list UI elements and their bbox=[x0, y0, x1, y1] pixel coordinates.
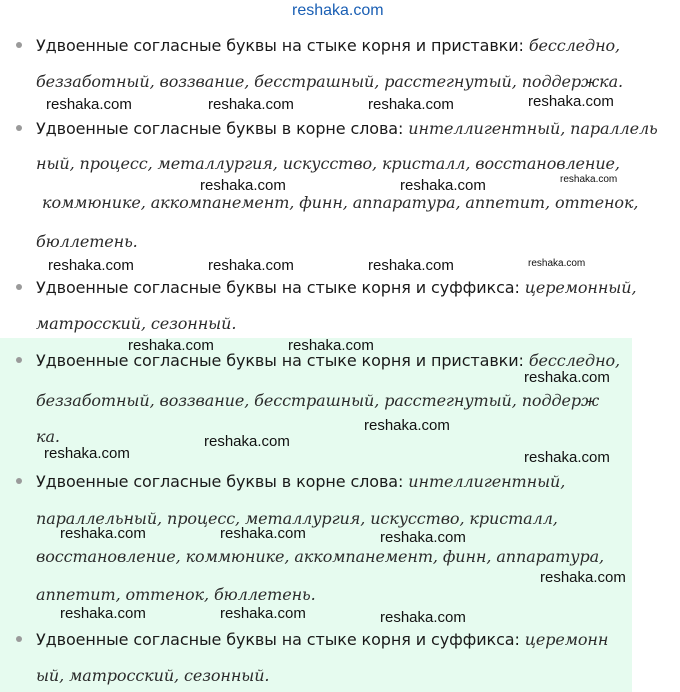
watermark: reshaka.com bbox=[400, 177, 486, 194]
text-line: аппетит, оттенок, бюллетень. bbox=[36, 585, 316, 604]
bullet-6 bbox=[16, 636, 22, 642]
text-line: Удвоенные согласные буквы в корне слова: интеллигентный, bbox=[36, 472, 566, 491]
bullet-3 bbox=[16, 284, 22, 290]
watermark: reshaka.com bbox=[204, 433, 290, 450]
watermark: reshaka.com bbox=[364, 417, 450, 434]
text-line: параллельный, процесс, металлургия, искусство, кристалл, bbox=[36, 509, 558, 528]
text-line: восстановление, коммюнике, аккомпанемент, финн, аппаратура, bbox=[36, 547, 605, 566]
watermark: reshaka.com bbox=[380, 609, 466, 626]
watermark: reshaka.com bbox=[208, 96, 294, 113]
text-line: Удвоенные согласные буквы на стыке корня и суффикса: церемонн bbox=[36, 630, 609, 649]
text-line: Удвоенные согласные буквы на стыке корня и приставки: бесследно, bbox=[36, 36, 621, 55]
text-line: ный, процесс, металлургия, искусство, кристалл, восстановление, bbox=[36, 154, 620, 173]
watermark: reshaka.com bbox=[46, 96, 132, 113]
watermark: reshaka.com bbox=[524, 449, 610, 466]
watermark: reshaka.com bbox=[44, 445, 130, 462]
watermark: reshaka.com bbox=[528, 258, 586, 269]
text-line: Удвоенные согласные буквы на стыке корня и приставки: бесследно, bbox=[36, 351, 621, 370]
text-line: Удвоенные согласные буквы в корне слова: интеллигентный, параллель bbox=[36, 119, 658, 138]
watermark: reshaka.com bbox=[560, 174, 618, 185]
bullet-4 bbox=[16, 357, 22, 363]
text-line: ка. bbox=[36, 427, 60, 446]
watermark: reshaka.com bbox=[524, 369, 610, 386]
bullet-2 bbox=[16, 125, 22, 131]
text-line: коммюнике, аккомпанемент, финн, аппаратура, аппетит, оттенок, bbox=[42, 193, 639, 212]
bullet-5 bbox=[16, 478, 22, 484]
text-line: ый, матросский, сезонный. bbox=[36, 666, 270, 685]
text-line: бюллетень. bbox=[36, 232, 138, 251]
watermark: reshaka.com bbox=[368, 96, 454, 113]
watermark: reshaka.com bbox=[60, 605, 146, 622]
watermark: reshaka.com bbox=[200, 177, 286, 194]
watermark: reshaka.com bbox=[128, 337, 214, 354]
bullet-1 bbox=[16, 42, 22, 48]
text-line: Удвоенные согласные буквы на стыке корня и суффикса: церемонный, bbox=[36, 278, 637, 297]
watermark: reshaka.com bbox=[540, 569, 626, 586]
watermark: reshaka.com bbox=[60, 525, 146, 542]
watermark: reshaka.com bbox=[368, 257, 454, 274]
watermark: reshaka.com bbox=[48, 257, 134, 274]
text-line: матросский, сезонный. bbox=[36, 314, 237, 333]
watermark-top: reshaka.com bbox=[292, 2, 384, 19]
watermark: reshaka.com bbox=[380, 529, 466, 546]
watermark: reshaka.com bbox=[208, 257, 294, 274]
watermark: reshaka.com bbox=[220, 605, 306, 622]
text-line: беззаботный, воззвание, бесстрашный, расстегнутый, поддержка. bbox=[36, 72, 624, 91]
watermark: reshaka.com bbox=[220, 525, 306, 542]
watermark: reshaka.com bbox=[288, 337, 374, 354]
text-line: беззаботный, воззвание, бесстрашный, расстегнутый, поддерж bbox=[36, 391, 600, 410]
watermark: reshaka.com bbox=[528, 93, 614, 110]
